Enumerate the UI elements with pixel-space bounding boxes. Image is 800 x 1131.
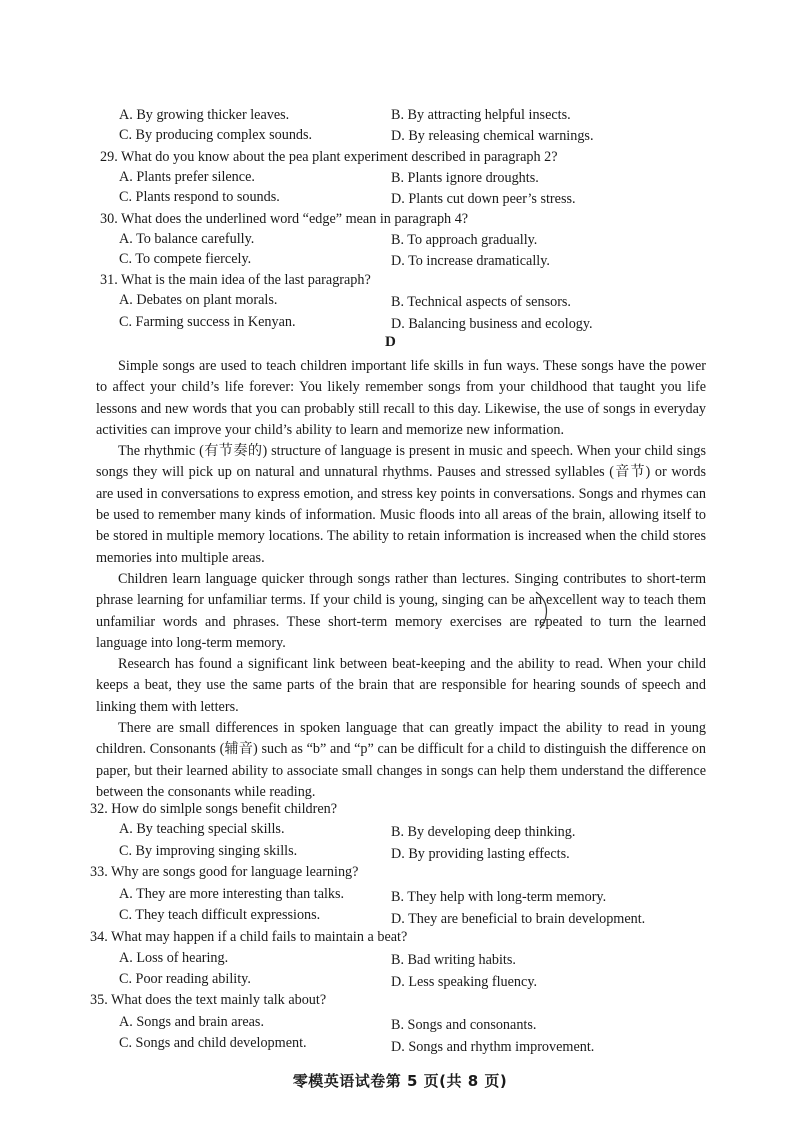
q28-option-a: A. By growing thicker leaves. <box>119 107 290 123</box>
q28-option-d: D. By releasing chemical warnings. <box>391 128 594 144</box>
q30-option-b: B. To approach gradually. <box>391 232 538 248</box>
q30-option-d: D. To increase dramatically. <box>391 253 550 269</box>
passage-d <box>96 356 706 803</box>
page-footer: 零模英语试卷第 5 页(共 8 页) <box>292 1072 508 1090</box>
q32-option-b: B. By developing deep thinking. <box>391 824 576 840</box>
q33-option-a: A. They are more interesting than talks. <box>119 886 345 902</box>
q34-option-a: A. Loss of hearing. <box>119 950 229 966</box>
q28-option-b: B. By attracting helpful insects. <box>391 107 571 123</box>
question-number: 33. <box>90 864 108 880</box>
passage-paragraph-2: The rhythmic (有节奏的) structure of language is present in music and speech. When your child sings songs they will pick up on natural and unnatural rhythms. Pauses and stressed syllables (音节) or words are used in conversations to express emotion, and stress key points in conversations. Songs and rhymes can be used to remember many kinds of information. Music floods into all areas of the brain, allowing itself to be stored in multiple memory locations. The ability to retain information is increased when the child stores memories into multiple areas. <box>96 443 706 566</box>
question-number: 29. <box>100 149 118 165</box>
question-stem: What does the underlined word “edge” mean in paragraph 4? <box>121 211 469 227</box>
q29-option-c: C. Plants respond to sounds. <box>119 189 280 205</box>
q32-option-a: A. By teaching special skills. <box>119 821 285 837</box>
q33-option-d: D. They are beneficial to brain development. <box>391 911 646 927</box>
q35-option-a: A. Songs and brain areas. <box>119 1014 264 1030</box>
question-33 <box>90 863 358 881</box>
question-35 <box>90 991 326 1009</box>
question-number: 34. <box>90 929 108 945</box>
q29-option-b: B. Plants ignore droughts. <box>391 170 539 186</box>
question-34 <box>90 928 407 946</box>
q34-option-d: D. Less speaking fluency. <box>391 974 538 990</box>
q29-option-a: A. Plants prefer silence. <box>119 169 255 185</box>
q32-option-d: D. By providing lasting effects. <box>391 846 570 862</box>
question-number: 32. <box>90 801 108 817</box>
question-number: 31. <box>100 272 118 288</box>
q35-option-d: D. Songs and rhythm improvement. <box>391 1039 595 1055</box>
q35-option-c: C. Songs and child development. <box>119 1035 307 1051</box>
q31-option-d: D. Balancing business and ecology. <box>391 316 593 332</box>
question-29 <box>100 148 558 166</box>
q29-option-d: D. Plants cut down peer’s stress. <box>391 191 576 207</box>
q28-option-c: C. By producing complex sounds. <box>119 127 313 143</box>
q34-option-b: B. Bad writing habits. <box>391 952 516 968</box>
q31-option-b: B. Technical aspects of sensors. <box>391 294 571 310</box>
q33-option-b: B. They help with long-term memory. <box>391 889 607 905</box>
q32-option-c: C. By improving singing skills. <box>119 843 298 859</box>
question-stem: Why are songs good for language learning? <box>111 864 359 880</box>
question-stem: What do you know about the pea plant experiment described in paragraph 2? <box>121 149 558 165</box>
question-number: 30. <box>100 211 118 227</box>
passage-paragraph-1: Simple songs are used to teach children important life skills in fun ways. These songs have the power to affect your child’s life forever: You likely remember songs from your childhood that taught you life lessons and new words that you can probably still recall to this day. Likewise, the use of songs in everyday activities can improve your child’s ability to learn and memorize new information. <box>96 358 706 438</box>
section-heading-d: D <box>385 334 396 350</box>
passage-paragraph-5: There are small differences in spoken language that can greatly impact the ability to read in young children. Consonants (辅音) such as “b” and “p” can be difficult for a child to distinguish the difference on paper, but their learned ability to associate small changes in songs can help them understand the difference between the consonants while reading. <box>96 720 706 800</box>
question-stem: What does the text mainly talk about? <box>111 992 327 1008</box>
question-31 <box>100 271 371 289</box>
q30-option-c: C. To compete fiercely. <box>119 251 252 267</box>
question-32 <box>90 800 337 818</box>
q31-option-c: C. Farming success in Kenyan. <box>119 314 296 330</box>
q35-option-b: B. Songs and consonants. <box>391 1017 537 1033</box>
question-stem: How do simlple songs benefit children? <box>111 801 338 817</box>
q33-option-c: C. They teach difficult expressions. <box>119 907 321 923</box>
q31-option-a: A. Debates on plant morals. <box>119 292 278 308</box>
passage-paragraph-3: Children learn language quicker through songs rather than lectures. Singing contributes to short-term phrase learning for unfamiliar terms. If your child is young, singing can be an excellent way to teach them unfamiliar words and phrases. These short-term memory exercises are repeated to turn the learned language into long-term memory. <box>96 570 706 651</box>
q30-option-a: A. To balance carefully. <box>119 231 255 247</box>
passage-paragraph-4: Research has found a significant link between beat-keeping and the ability to read. When your child keeps a beat, they use the same parts of the brain that are responsible for hearing sounds of speech and linking them with letters. <box>96 656 706 715</box>
question-stem: What is the main idea of the last paragraph? <box>121 272 371 288</box>
q34-option-c: C. Poor reading ability. <box>119 971 251 987</box>
question-stem: What may happen if a child fails to maintain a beat? <box>111 929 408 945</box>
question-30 <box>100 210 468 228</box>
question-number: 35. <box>90 992 108 1008</box>
